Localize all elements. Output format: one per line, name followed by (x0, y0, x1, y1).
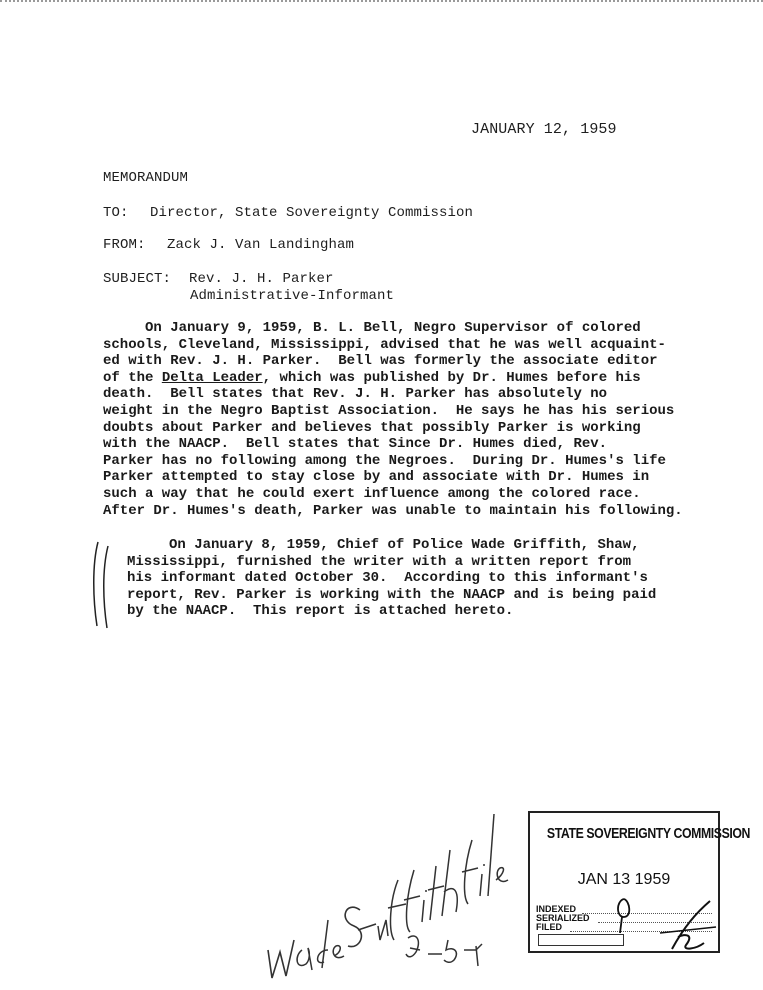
paragraph-1 (103, 320, 683, 519)
to-value: Director, State Sovereignty Commission (150, 205, 474, 221)
subject-value-1: Rev. J. H. Parker (189, 271, 334, 287)
paragraph-1-line: ed with Rev. J. H. Parker. Bell was formerly the associate editor (103, 353, 658, 370)
paragraph-2-line: On January 8, 1959, Chief of Police Wade Griffith, Shaw, (127, 537, 640, 553)
paragraph-1-line: with the NAACP. Bell states that Since Dr. Humes died, Rev. (103, 436, 608, 453)
from-label: FROM: (103, 237, 146, 253)
stamp-initials-signature (600, 893, 720, 953)
received-stamp (528, 811, 751, 953)
stamp-filed-label: FILED (536, 922, 562, 932)
paragraph-2-line: by the NAACP. This report is attached hereto. (127, 603, 514, 620)
paragraph-1-line: schools, Cleveland, Mississippi, advised that he was well acquaint- (103, 336, 666, 353)
subject-value-2: Administrative-Informant (190, 288, 395, 304)
handwritten-file-note (250, 800, 510, 990)
memo-date: JANUARY 12, 1959 (471, 121, 617, 138)
subject-line (103, 271, 334, 288)
paragraph-1-line: such a way that he could exert influence among the colored race. (103, 485, 641, 502)
page-top-edge (0, 0, 763, 8)
memo-title: MEMORANDUM (103, 170, 189, 186)
paragraph-2 (127, 537, 656, 620)
to-line (103, 205, 473, 222)
from-value: Zack J. Van Landingham (167, 237, 355, 253)
paragraph-1-line: death. Bell states that Rev. J. H. Parker has absolutely no (103, 386, 608, 403)
stamp-title: STATE SOVEREIGNTY COMMISSION (546, 825, 751, 842)
stamp-date: JAN 13 1959 (577, 871, 671, 888)
paragraph-1-line: Parker has no following among the Negroes. During Dr. Humes's life (103, 452, 666, 469)
subject-label: SUBJECT: (103, 271, 172, 287)
paragraph-2-line: Mississippi, furnished the writer with a written report from (127, 553, 632, 570)
newspaper-title: Delta Leader (161, 369, 263, 386)
stamp-serialized-label: SERIALIZED (536, 913, 590, 923)
paragraph-1-line: of the Delta Leader, which was published by Dr. Humes before his (103, 369, 641, 386)
paragraph-1-line: After Dr. Humes's death, Parker was unable to maintain his following. (103, 502, 683, 519)
from-line (103, 237, 354, 254)
margin-bracket-marks (88, 540, 118, 630)
paragraph-1-line: On January 9, 1959, B. L. Bell, Negro Supervisor of colored (103, 320, 641, 336)
paragraph-2-line: report, Rev. Parker is working with the NAACP and is being paid (127, 586, 657, 603)
paragraph-1-line: Parker attempted to stay close by and associate with Dr. Humes in (103, 469, 650, 486)
paragraph-1-line: doubts about Parker and believes that possibly Parker is working (103, 419, 641, 436)
paragraph-2-line: his informant dated October 30. According to this informant's (127, 570, 648, 587)
paragraph-1-line: weight in the Negro Baptist Association. He says he has his serious (103, 402, 675, 419)
to-label: TO: (103, 205, 129, 221)
stamp-indexed-label: INDEXED (536, 904, 577, 914)
